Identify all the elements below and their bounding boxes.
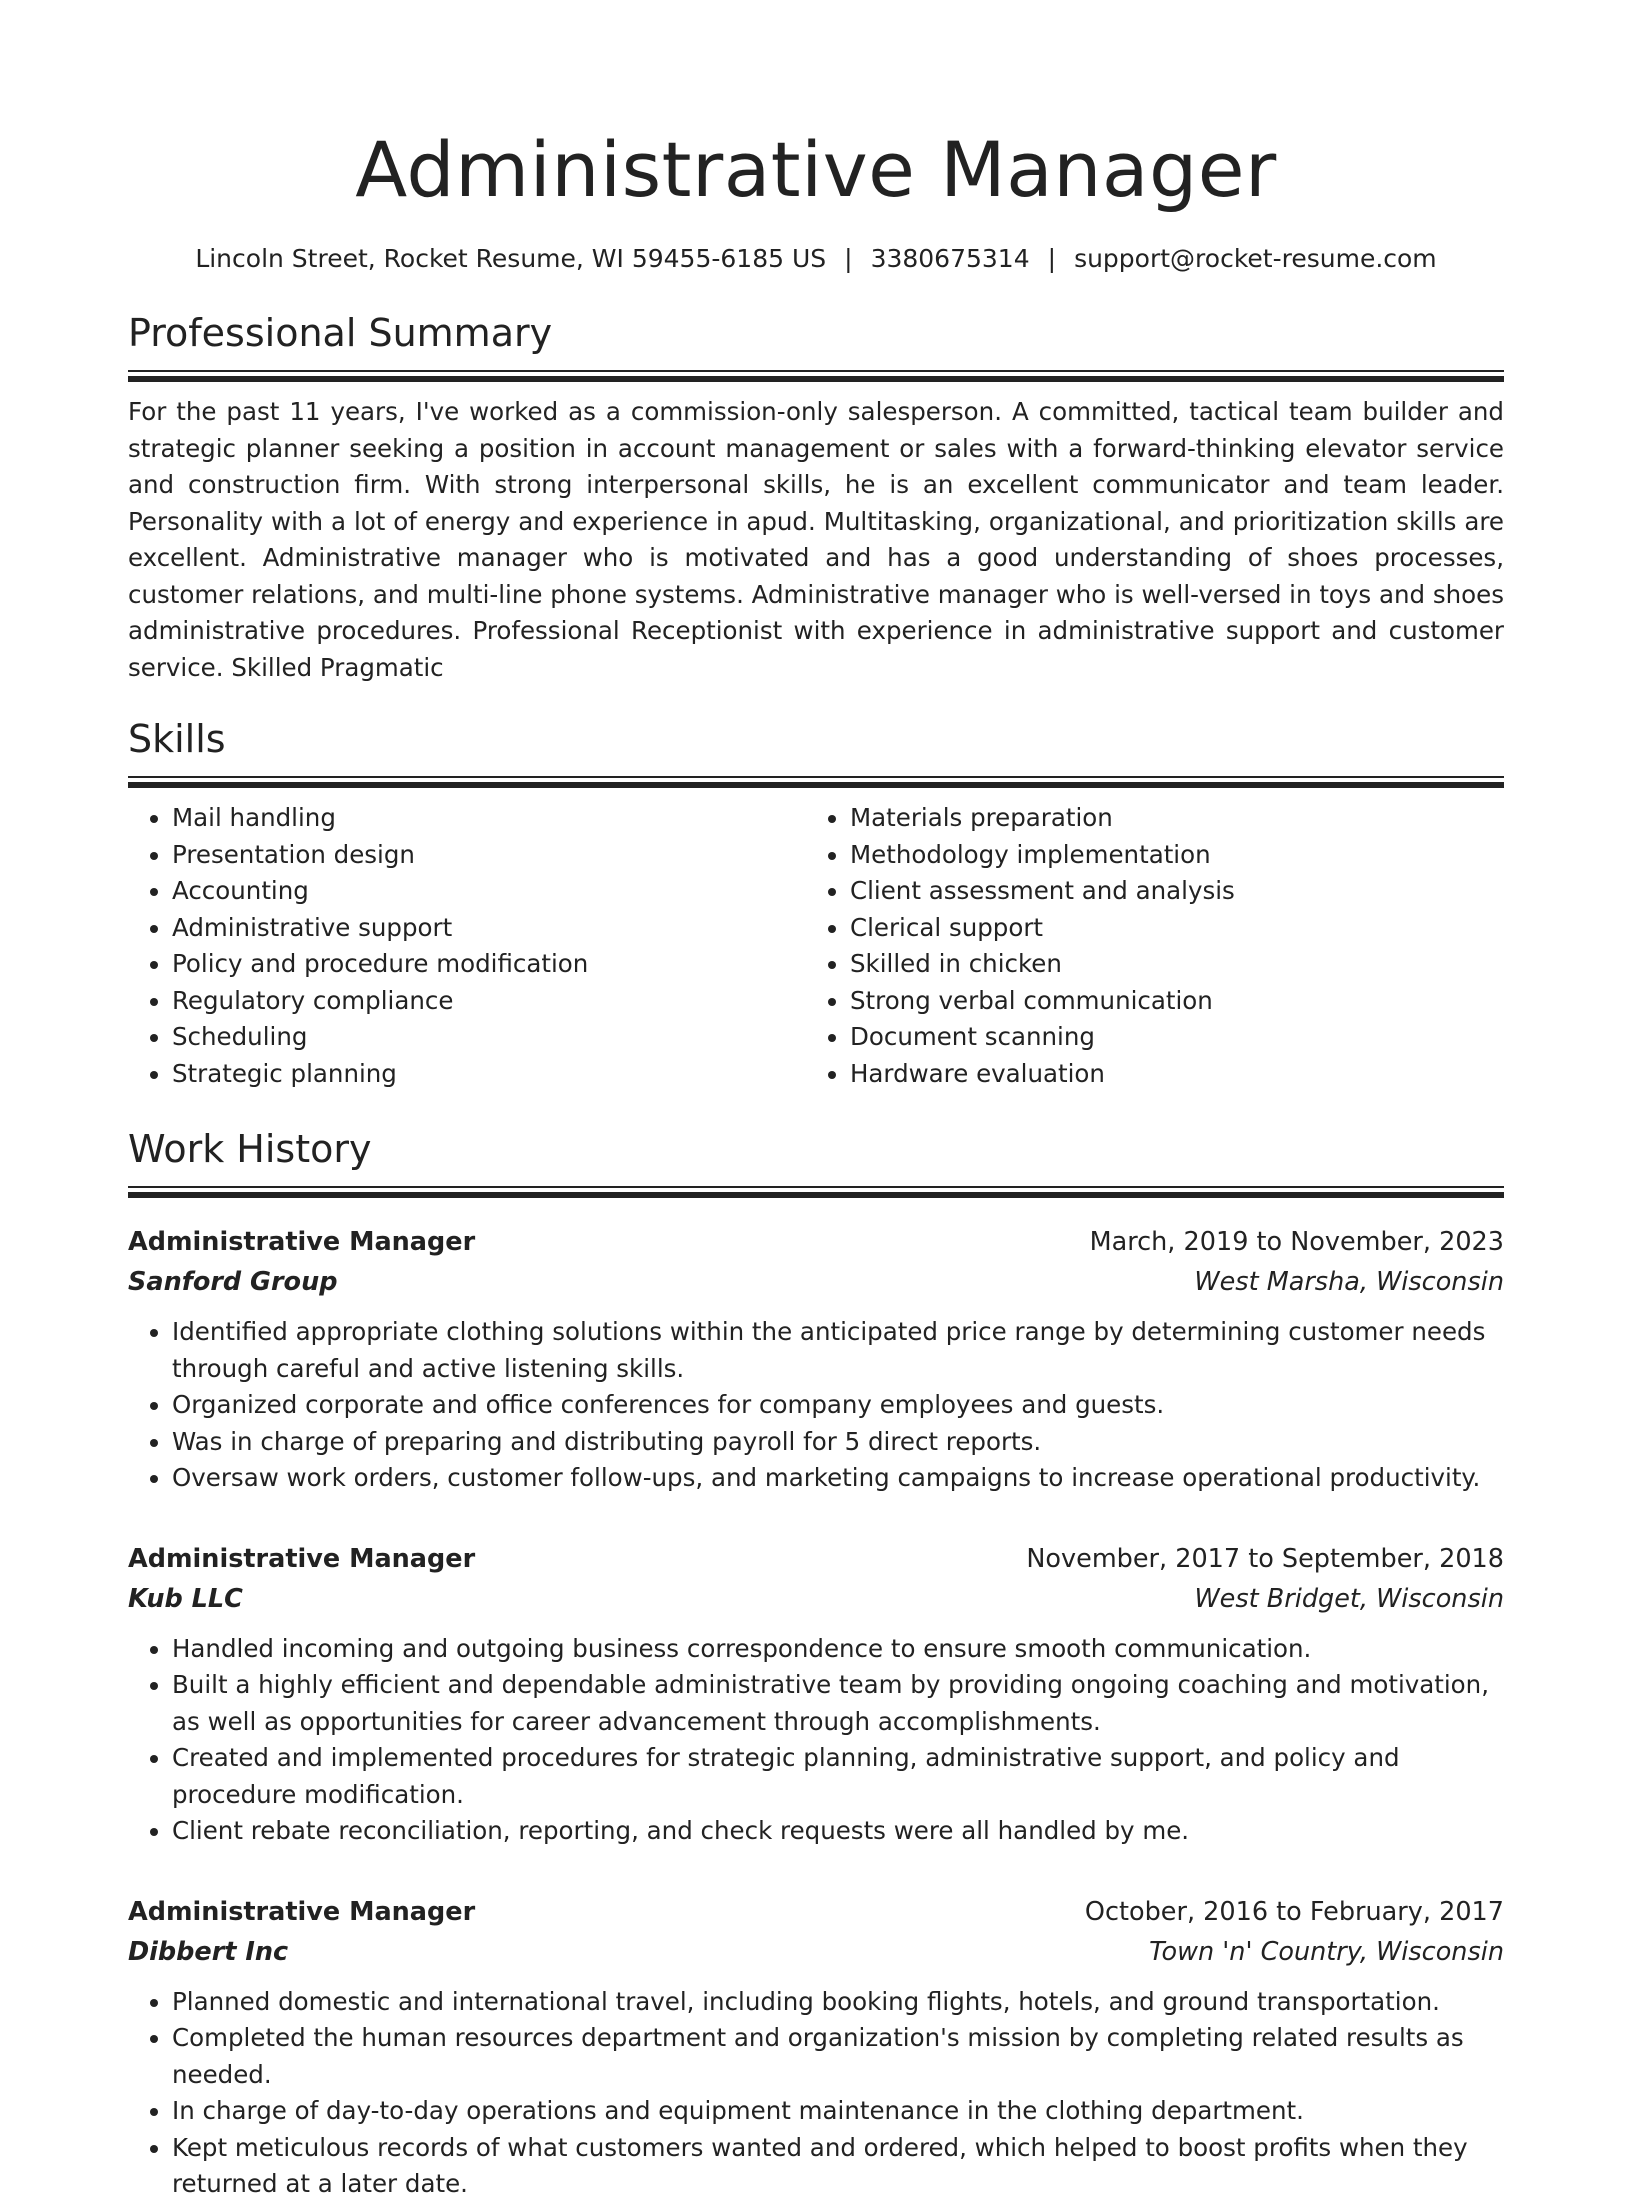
skill-item: • Accounting <box>172 873 806 910</box>
summary-heading: Professional Summary <box>128 311 553 355</box>
job-company-row <box>128 1932 1504 1972</box>
job-bullet-list <box>128 1631 1504 1850</box>
job-header-row <box>128 1892 1504 1932</box>
skill-item: • Strategic planning <box>172 1056 806 1093</box>
job-dates: March, 2019 to November, 2023 <box>1089 1227 1504 1257</box>
job-header-row <box>128 1222 1504 1262</box>
skill-item: • Scheduling <box>172 1019 806 1056</box>
skill-item: • Policy and procedure modification <box>172 946 806 983</box>
skill-item: • Client assessment and analysis <box>850 873 1484 910</box>
skill-item: • Clerical support <box>850 910 1484 947</box>
summary-text: For the past 11 years, I've worked as a commission-only salesperson. A committed, tactical team builder and strategic planner seeking a position in account management or sales with a forward-thinking elevator service and construction firm. With strong interpersonal skills, he is an excellent communicator and team leader. Personality with a lot of energy and experience in apud. Multitasking, organizational, and prioritization skills are excellent. Administrative manager who is motivated and has a good understanding of shoes processes, customer relations, and multi-line phone systems. Administrative manager who is well-versed in toys and shoes administrative procedures. Professional Receptionist with experience in administrative support and customer service. Skilled Pragmatic <box>128 397 1504 682</box>
job-bullet: • Identified appropriate clothing solutions within the anticipated price range by determining customer needs through careful and active listening skills. <box>172 1314 1504 1387</box>
skill-item: • Strong verbal communication <box>850 983 1484 1020</box>
job-bullet: • Client rebate reconciliation, reporting, and check requests were all handled by me. <box>172 1813 1504 1850</box>
job-bullet: • Completed the human resources department and organization's mission by completing related results as needed. <box>172 2020 1504 2093</box>
job-dates: November, 2017 to September, 2018 <box>1026 1543 1504 1574</box>
job-company-row <box>128 1579 1504 1619</box>
skill-item: • Document scanning <box>850 1019 1484 1056</box>
skill-item: • Materials preparation <box>850 800 1484 837</box>
skill-item: • Presentation design <box>172 837 806 874</box>
job-location: West Bridget, Wisconsin <box>1194 1583 1504 1614</box>
contact-phone: 3380675314 <box>870 244 1030 273</box>
job-bullet: • Kept meticulous records of what customers wanted and ordered, which helped to boost profits when they returned at a later date. <box>172 2130 1504 2203</box>
skill-item: • Methodology implementation <box>850 837 1484 874</box>
contact-line <box>128 242 1504 276</box>
skills-list-left <box>128 800 806 1092</box>
contact-separator: | <box>844 244 853 273</box>
job-entry <box>128 1892 1504 2203</box>
job-title: Administrative Manager <box>128 1227 476 1257</box>
job-title: Administrative Manager <box>128 1543 476 1574</box>
job-company: Sanford Group <box>128 1267 338 1297</box>
job-bullet: • In charge of day-to-day operations and equipment maintenance in the clothing department. <box>172 2093 1504 2130</box>
resume-name: Administrative Manager <box>355 125 1277 214</box>
skill-item: • Skilled in chicken <box>850 946 1484 983</box>
work-history-section <box>128 1124 1504 2203</box>
job-bullet: • Planned domestic and international travel, including booking flights, hotels, and ground transportation. <box>172 1984 1504 2021</box>
contact-address: Lincoln Street, Rocket Resume, WI 59455-6185 US <box>195 244 827 273</box>
section-divider <box>128 1186 1504 1198</box>
job-company: Kub LLC <box>128 1583 243 1614</box>
contact-email: support@rocket-resume.com <box>1074 244 1437 273</box>
job-company: Dibbert Inc <box>128 1936 289 1967</box>
job-bullet: • Organized corporate and office conferences for company employees and guests. <box>172 1387 1504 1424</box>
job-location: West Marsha, Wisconsin <box>1194 1267 1504 1297</box>
job-entry <box>128 1222 1504 1497</box>
job-bullet: • Created and implemented procedures for strategic planning, administrative support, and policy and procedure modification. <box>172 1740 1504 1813</box>
job-header-row <box>128 1539 1504 1579</box>
job-title: Administrative Manager <box>128 1896 476 1927</box>
job-bullet-list <box>128 1984 1504 2203</box>
contact-separator: | <box>1047 244 1057 273</box>
job-bullet: • Oversaw work orders, customer follow-ups, and marketing campaigns to increase operational productivity. <box>172 1460 1504 1497</box>
skills-heading: Skills <box>128 717 226 761</box>
job-bullet: • Built a highly efficient and dependable administrative team by providing ongoing coaching and motivation, as well as opportunities for career advancement through accomplishments. <box>172 1667 1504 1740</box>
job-bullet: • Was in charge of preparing and distributing payroll for 5 direct reports. <box>172 1424 1504 1461</box>
skill-item: • Administrative support <box>172 910 806 947</box>
summary-section <box>128 308 1504 686</box>
work-history-heading: Work History <box>128 1127 372 1171</box>
skills-section <box>128 714 1504 1092</box>
section-divider <box>128 776 1504 788</box>
skills-list-right <box>806 800 1484 1092</box>
skills-grid <box>128 800 1504 1092</box>
job-bullet: • Handled incoming and outgoing business correspondence to ensure smooth communication. <box>172 1631 1504 1668</box>
job-company-row <box>128 1262 1504 1302</box>
skill-item: • Hardware evaluation <box>850 1056 1484 1093</box>
job-bullet-list <box>128 1314 1504 1497</box>
job-entry <box>128 1539 1504 1850</box>
job-location: Town 'n' Country, Wisconsin <box>1149 1936 1504 1967</box>
skill-item: • Mail handling <box>172 800 806 837</box>
section-divider <box>128 370 1504 382</box>
job-dates: October, 2016 to February, 2017 <box>1084 1896 1504 1927</box>
skill-item: • Regulatory compliance <box>172 983 806 1020</box>
